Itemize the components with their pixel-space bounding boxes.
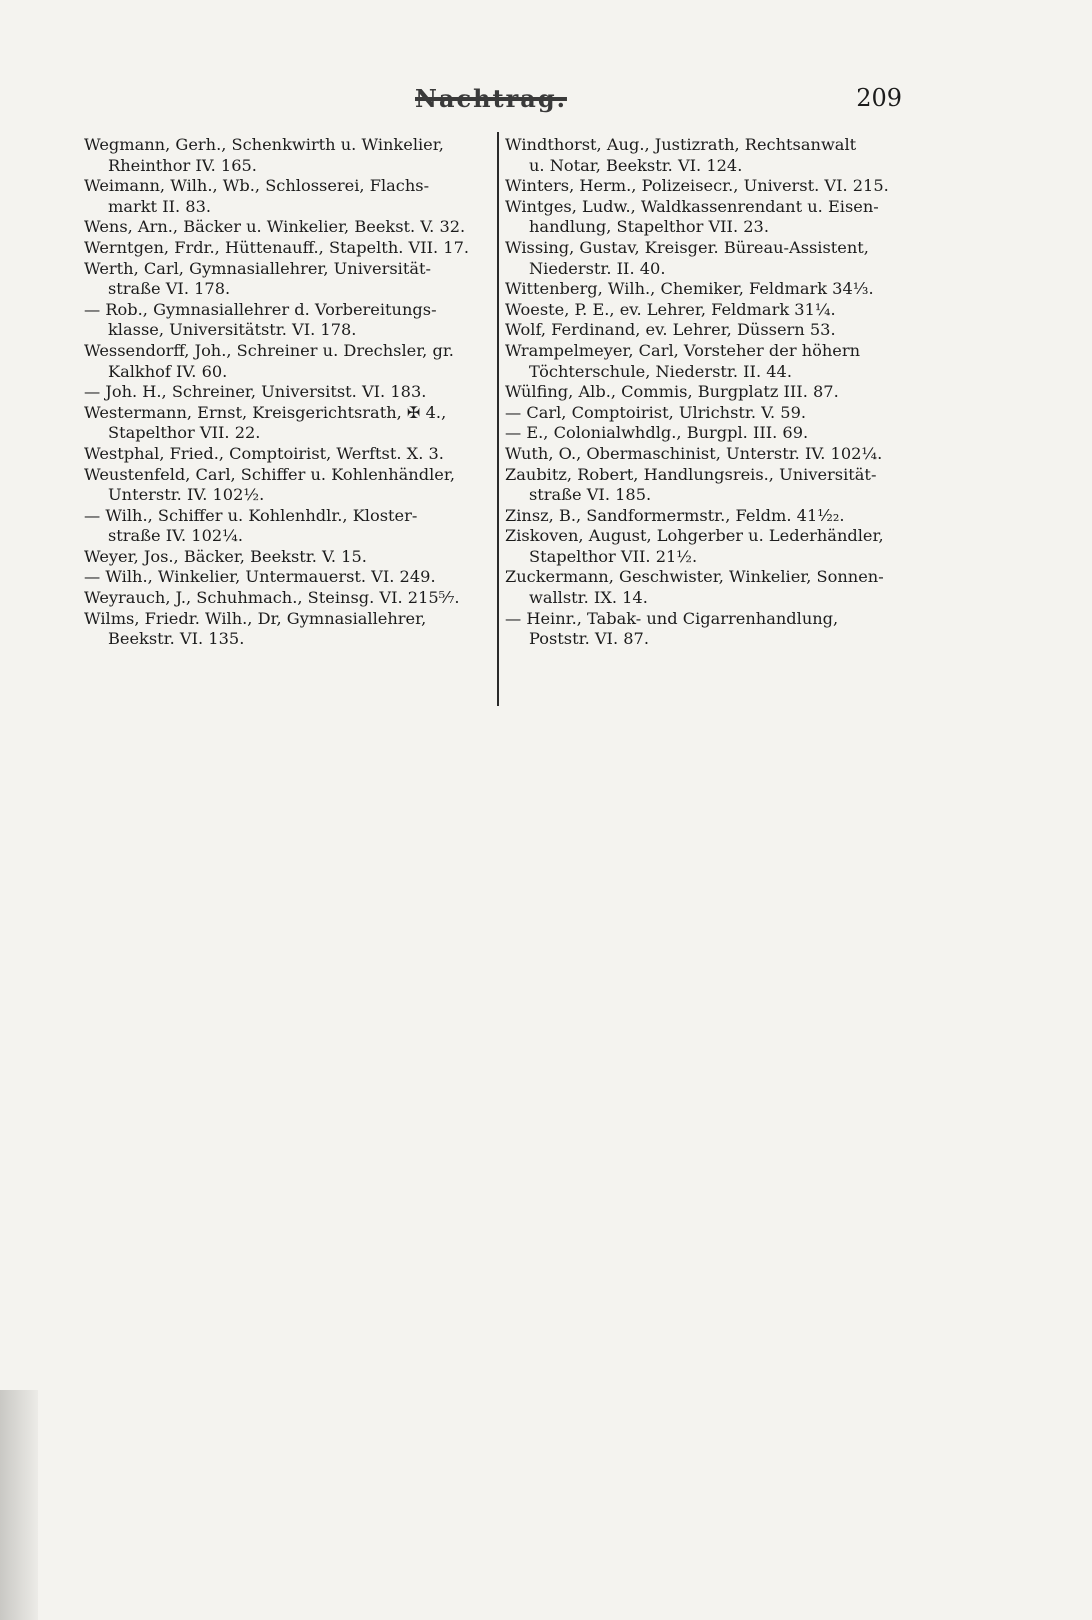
directory-entry <box>84 465 490 506</box>
directory-entry <box>84 176 490 217</box>
entry-continuation-line: Unterstr. IV. 102½. <box>108 485 265 505</box>
entry-continuation-line: Töchterschule, Niederstr. II. 44. <box>529 361 792 381</box>
entry-continuation-line: Rheinthor IV. 165. <box>108 155 257 175</box>
entry-line: — Wilh., Schiffer u. Kohlenhdlr., Kloster- <box>84 505 418 525</box>
entry-line: Wülfing, Alb., Commis, Burgplatz III. 87. <box>505 382 839 402</box>
entry-continuation-line: Beekstr. VI. 135. <box>108 629 245 649</box>
entry-line: Wissing, Gustav, Kreisger. Büreau-Assistent, <box>505 237 869 257</box>
entry-line: Zuckermann, Geschwister, Winkelier, Sonnen- <box>505 567 884 587</box>
directory-entry <box>84 403 490 444</box>
entry-line: Weyer, Jos., Bäcker, Beekstr. V. 15. <box>84 546 367 566</box>
entry-continuation-line: klasse, Universitätstr. VI. 178. <box>108 320 357 340</box>
entry-continuation-line: u. Notar, Beekstr. VI. 124. <box>529 155 743 175</box>
entry-line: Wegmann, Gerh., Schenkwirth u. Winkelier, <box>84 135 444 154</box>
directory-entry <box>505 423 927 444</box>
entry-line: Wittenberg, Wilh., Chemiker, Feldmark 34⅓. <box>505 279 874 299</box>
entry-line: — Wilh., Winkelier, Untermauerst. VI. 249. <box>84 567 436 587</box>
entry-continuation-line: Niederstr. II. 40. <box>529 258 666 278</box>
directory-entry <box>505 506 927 527</box>
directory-entry <box>84 341 490 382</box>
entry-line: Weyrauch, J., Schuhmach., Steinsg. VI. 215⁵⁄₇. <box>84 588 460 608</box>
entry-continuation-line: markt II. 83. <box>108 196 212 216</box>
entry-line: Westermann, Ernst, Kreisgerichtsrath, ✠ 4., <box>84 402 447 422</box>
entry-line: Woeste, P. E., ev. Lehrer, Feldmark 31¼. <box>505 299 836 319</box>
directory-entry <box>505 197 927 238</box>
entry-line: Wolf, Ferdinand, ev. Lehrer, Düssern 53. <box>505 320 836 340</box>
entry-line: Winters, Herm., Polizeisecr., Universt. VI. 215. <box>505 176 889 196</box>
entry-continuation-line: straße VI. 178. <box>108 279 231 299</box>
entry-line: Werth, Carl, Gymnasiallehrer, Universität- <box>84 258 431 278</box>
column-divider <box>497 132 499 706</box>
entry-line: Wintges, Ludw., Waldkassenrendant u. Eisen- <box>505 196 879 216</box>
binding-shadow <box>0 1390 38 1620</box>
directory-entry <box>505 444 927 465</box>
directory-entry <box>505 300 927 321</box>
entry-line: Windthorst, Aug., Justizrath, Rechtsanwalt <box>505 135 857 154</box>
directory-entry <box>505 403 927 424</box>
right-column <box>505 135 927 650</box>
entry-continuation-line: straße IV. 102¼. <box>108 526 244 546</box>
entry-line: — Joh. H., Schreiner, Universitst. VI. 183. <box>84 382 427 402</box>
entry-continuation-line: handlung, Stapelthor VII. 23. <box>529 217 769 237</box>
directory-entry <box>505 609 927 650</box>
directory-entry <box>505 465 927 506</box>
entry-line: Westphal, Fried., Comptoirist, Werftst. X. 3. <box>84 443 444 463</box>
running-title: Nachtrag. <box>415 84 567 113</box>
entry-line: — Carl, Comptoirist, Ulrichstr. V. 59. <box>505 402 807 422</box>
directory-entry <box>84 567 490 588</box>
directory-entry <box>505 279 927 300</box>
left-column <box>84 135 490 650</box>
entry-continuation-line: Kalkhof IV. 60. <box>108 361 228 381</box>
directory-entry <box>84 547 490 568</box>
entry-line: Zaubitz, Robert, Handlungsreis., Universität- <box>505 464 877 484</box>
directory-entry <box>505 341 927 382</box>
directory-entry <box>84 300 490 341</box>
entry-line: Wessendorff, Joh., Schreiner u. Drechsler, gr. <box>84 340 454 360</box>
directory-entry <box>84 135 490 176</box>
entry-line: Weimann, Wilh., Wb., Schlosserei, Flachs- <box>84 176 430 196</box>
directory-entry <box>505 135 927 176</box>
directory-entry <box>84 609 490 650</box>
entry-line: — Heinr., Tabak- und Cigarrenhandlung, <box>505 608 839 628</box>
entry-line: — E., Colonialwhdlg., Burgpl. III. 69. <box>505 423 809 443</box>
directory-entry <box>505 526 927 567</box>
entry-continuation-line: wallstr. IX. 14. <box>529 588 648 608</box>
page-number: 209 <box>856 84 902 112</box>
directory-entry <box>505 567 927 608</box>
entry-line: Werntgen, Frdr., Hüttenauff., Stapelth. VII. 17. <box>84 237 470 257</box>
entry-line: Wens, Arn., Bäcker u. Winkelier, Beekst. V. 32. <box>84 217 466 237</box>
directory-entry <box>84 588 490 609</box>
directory-entry <box>84 382 490 403</box>
directory-entry <box>84 238 490 259</box>
directory-entry <box>84 217 490 238</box>
entry-continuation-line: Stapelthor VII. 21½. <box>529 546 698 566</box>
directory-entry <box>84 506 490 547</box>
directory-entry <box>505 382 927 403</box>
entry-continuation-line: Stapelthor VII. 22. <box>108 423 261 443</box>
entry-continuation-line: straße VI. 185. <box>529 485 652 505</box>
entry-line: Wuth, O., Obermaschinist, Unterstr. IV. 102¼. <box>505 443 883 463</box>
entry-line: Zinsz, B., Sandformermstr., Feldm. 41¹⁄₂₂. <box>505 505 845 525</box>
directory-entry <box>505 238 927 279</box>
directory-entry <box>505 176 927 197</box>
entry-line: — Rob., Gymnasiallehrer d. Vorbereitungs- <box>84 299 437 319</box>
entry-line: Weustenfeld, Carl, Schiffer u. Kohlenhändler, <box>84 464 455 484</box>
entry-line: Wrampelmeyer, Carl, Vorsteher der höhern <box>505 340 861 360</box>
entry-line: Wilms, Friedr. Wilh., Dr, Gymnasiallehrer, <box>84 608 427 628</box>
directory-entry <box>84 259 490 300</box>
directory-entry <box>505 320 927 341</box>
directory-entry <box>84 444 490 465</box>
entry-line: Ziskoven, August, Lohgerber u. Lederhändler, <box>505 526 884 546</box>
entry-continuation-line: Poststr. VI. 87. <box>529 629 649 649</box>
